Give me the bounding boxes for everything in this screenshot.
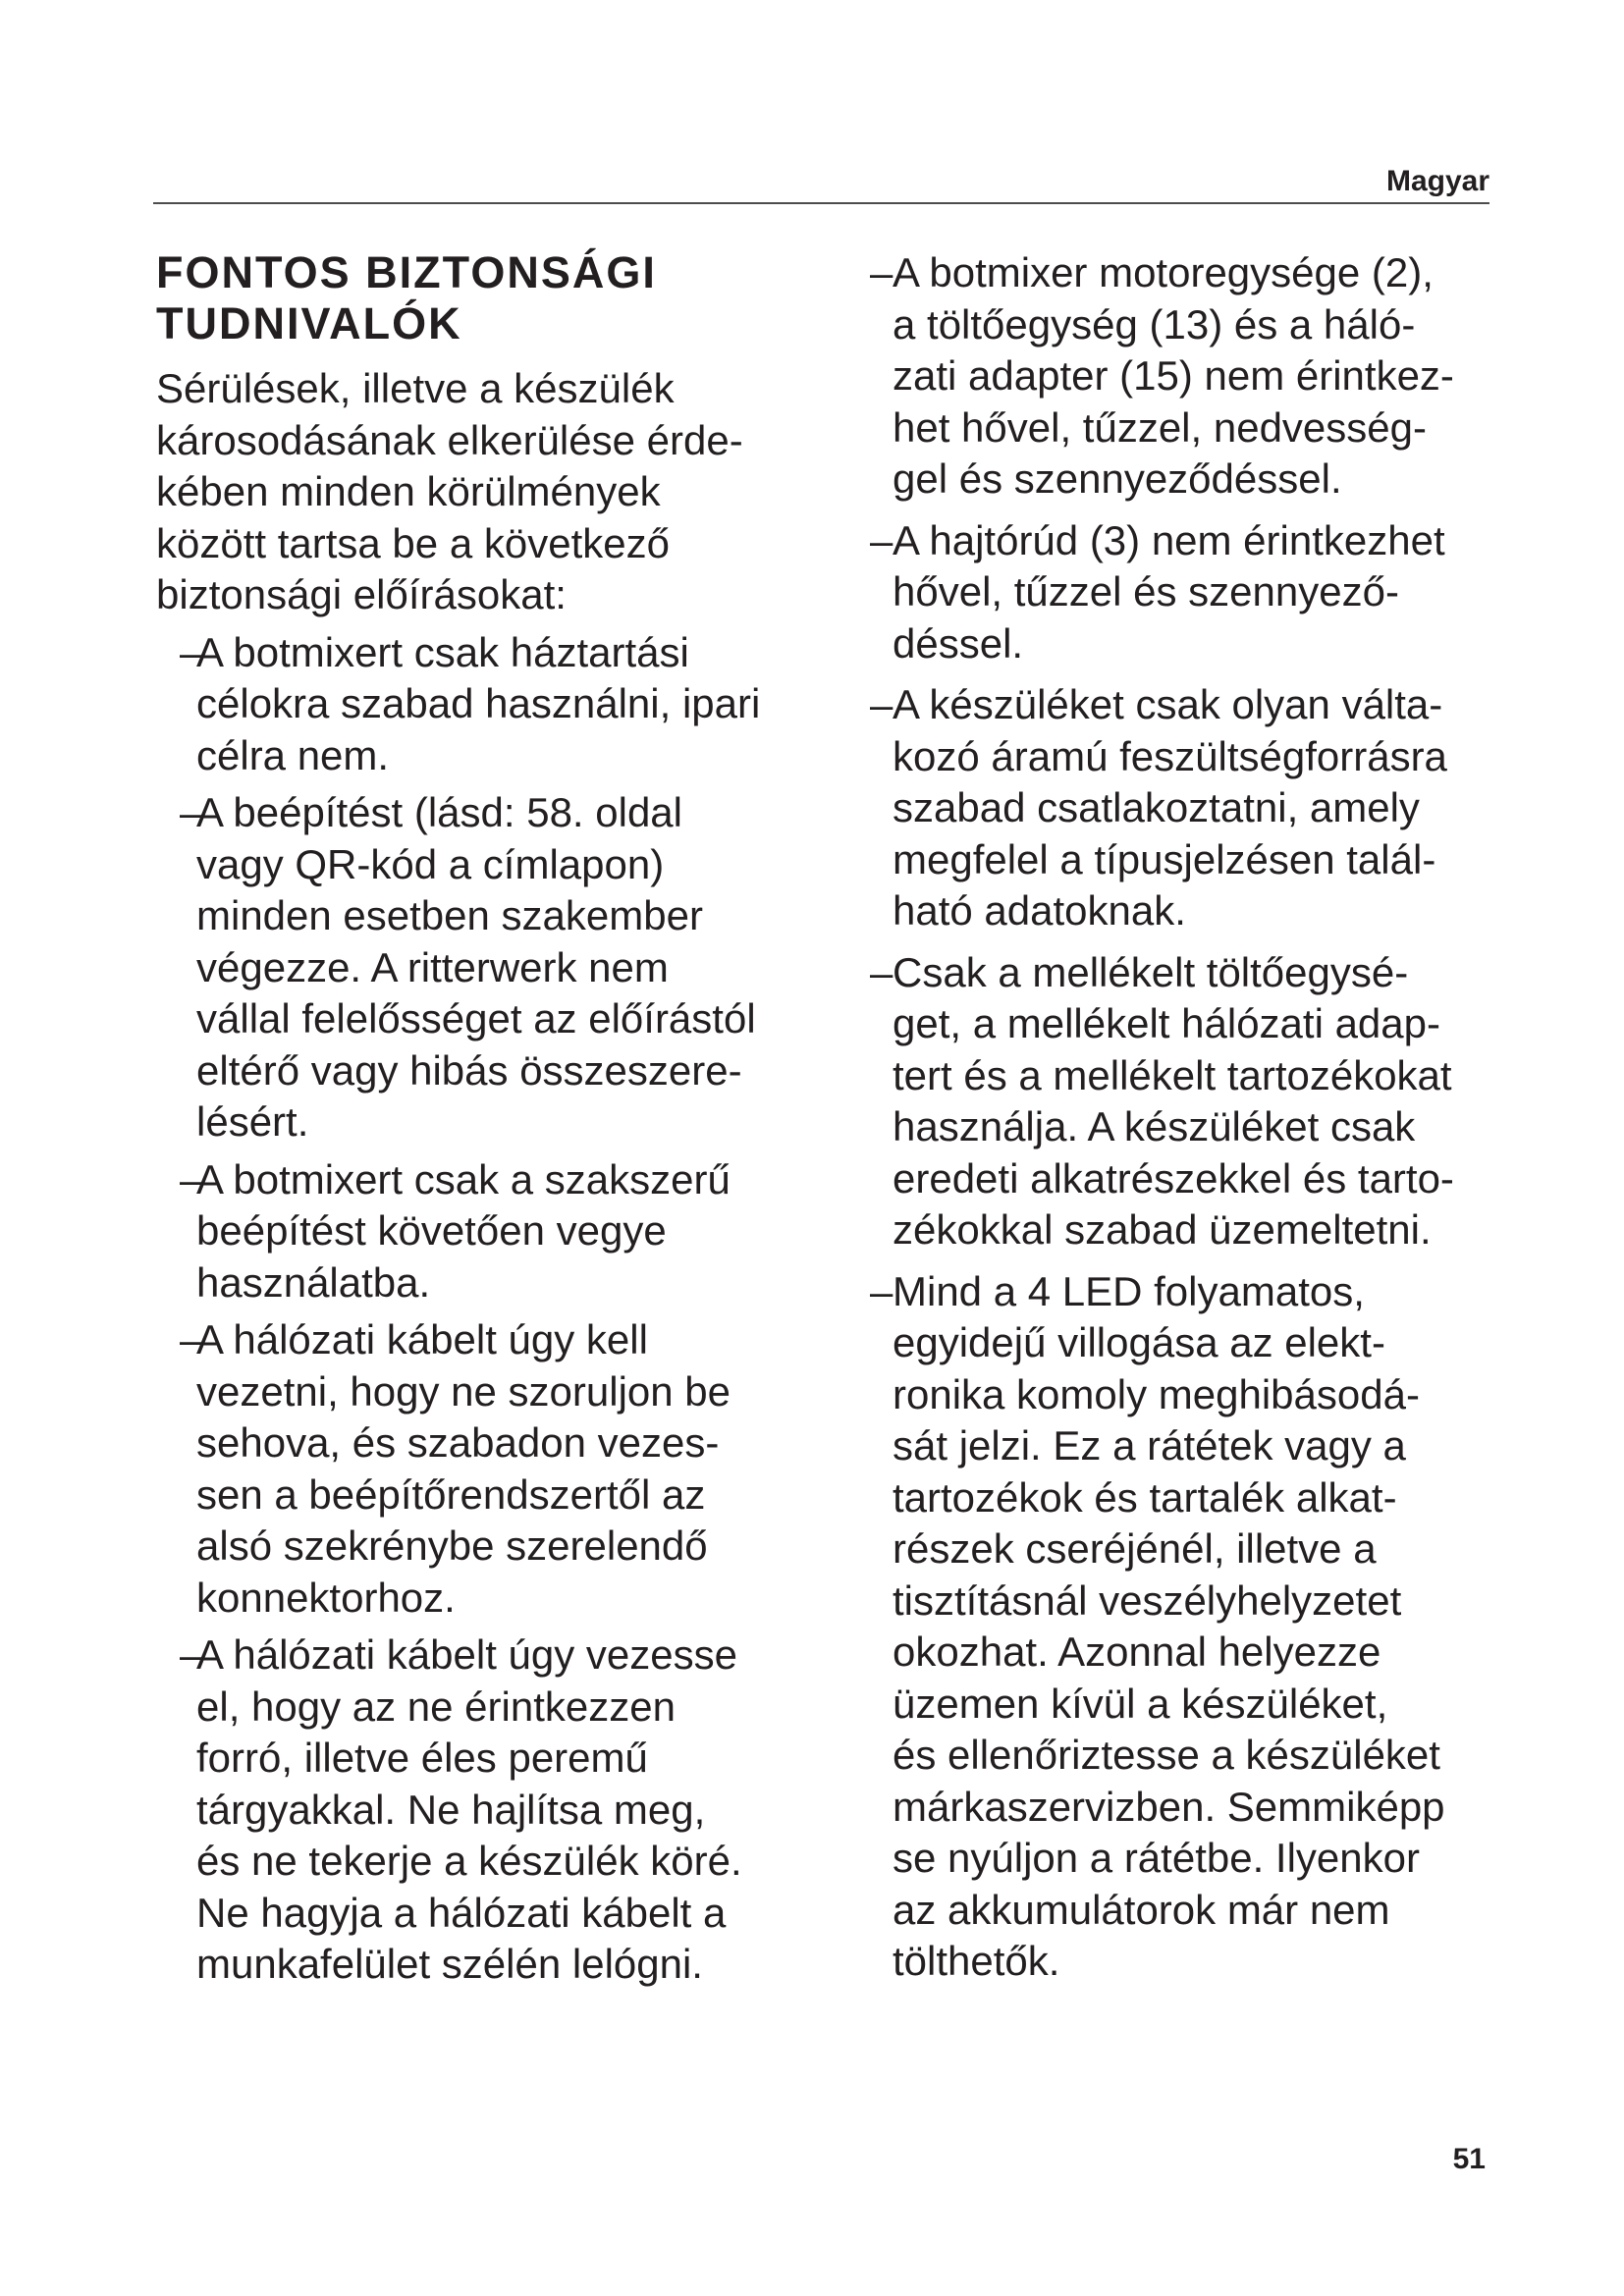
intro-paragraph: Sérülések, illetve a készülék károsodásának elkerülése érde- kében minden körülmények között tartsa be a következő biztonsági előírásokat: (156, 365, 743, 617)
bullet-dash: – (180, 1316, 203, 1362)
bullet-dash: – (870, 516, 893, 563)
list-item-text: A botmixert csak háztartási célokra szabad használni, ipari célra nem. (196, 628, 761, 778)
list-item (156, 787, 824, 1148)
list-item-text: A készüléket csak olyan válta- kozó áramú feszültségforrásra szabad csatlakoztatni, amely megfelel a típusjelzésen talál- ható adatoknak. (893, 681, 1447, 934)
left-list (156, 627, 824, 1991)
list-item (156, 1154, 824, 1309)
list-item-text: A botmixer motoregysége (2), a töltőegység (13) és a háló- zati adapter (15) nem érintkez- het hővel, tűzzel, nedvesség- gel és szennyeződéssel. (893, 249, 1454, 502)
list-item-text: A hálózati kábelt úgy vezesse el, hogy az ne érintkezzen forró, illetve éles peremű tárgyakkal. Ne hajlítsa meg, és ne tekerje a készülék köré. Ne hagyja a hálózati kábelt a munkafelület szélén lelógni. (196, 1631, 742, 1987)
list-item-text: A beépítést (lásd: 58. oldal vagy QR-kód a címlapon) minden esetben szakember végezze. A ritterwerk nem vállal felelősséget az előírástól eltérő vagy hibás összeszere- lésért. (196, 789, 756, 1145)
list-item (870, 947, 1498, 1256)
list-item (870, 1266, 1498, 1988)
bullet-dash: – (180, 789, 203, 835)
list-item-text: A hálózati kábelt úgy kell vezetni, hogy ne szoruljon be sehova, és szabadon vezes- sen a beépítőrendszertől az alsó szekrénybe szerelendő konnektorhoz. (196, 1316, 731, 1621)
list-item (156, 627, 824, 782)
list-item-text: Mind a 4 LED folyamatos, egyidejű villogása az elekt- ronika komoly meghibásodá- sát jelzi. Ez a rátétek vagy a tartozékok és tartalék alkat- részek cseréjénél, illetve a tisztításnál veszélyhelyzetet okozhat. Azonnal helyezze üzemen kívül a készüléket, és ellenőriztesse a készüléket márkaszervizben. Semmiképp se nyúljon a rátétbe. Ilyenkor az akkumulátorok már nem tölthetők. (893, 1267, 1445, 1984)
list-item-text: A botmixert csak a szakszerű beépítést követően vegye használatba. (196, 1155, 731, 1306)
left-column (156, 247, 824, 1997)
right-list (870, 247, 1498, 1988)
section-title: FONTOS BIZTONSÁGI TUDNIVALÓK (156, 247, 657, 348)
bullet-dash: – (870, 681, 893, 727)
header-divider (153, 202, 1489, 204)
list-item (156, 1629, 824, 1991)
list-item-text: A hajtórúd (3) nem érintkezhet hővel, tűzzel és szennyező- déssel. (893, 516, 1445, 667)
bullet-dash: – (180, 1155, 203, 1202)
bullet-dash: – (180, 628, 203, 675)
bullet-dash: – (870, 1267, 893, 1314)
header-language: Magyar (1385, 165, 1489, 197)
list-item-text: Csak a mellékelt töltőegysé- get, a mellékelt hálózati adap- tert és a mellékelt tartozékokat használja. A készüléket csak eredeti alkatrészekkel és tarto- zékokkal szabad üzemeltetni. (893, 948, 1454, 1253)
bullet-dash: – (870, 948, 893, 995)
page-number: 51 (1452, 2143, 1486, 2175)
bullet-dash: – (870, 249, 893, 295)
list-item (870, 515, 1498, 670)
list-item (870, 247, 1498, 506)
right-column (870, 247, 1498, 1998)
list-item (156, 1314, 824, 1624)
list-item (870, 679, 1498, 937)
bullet-dash: – (180, 1631, 203, 1678)
